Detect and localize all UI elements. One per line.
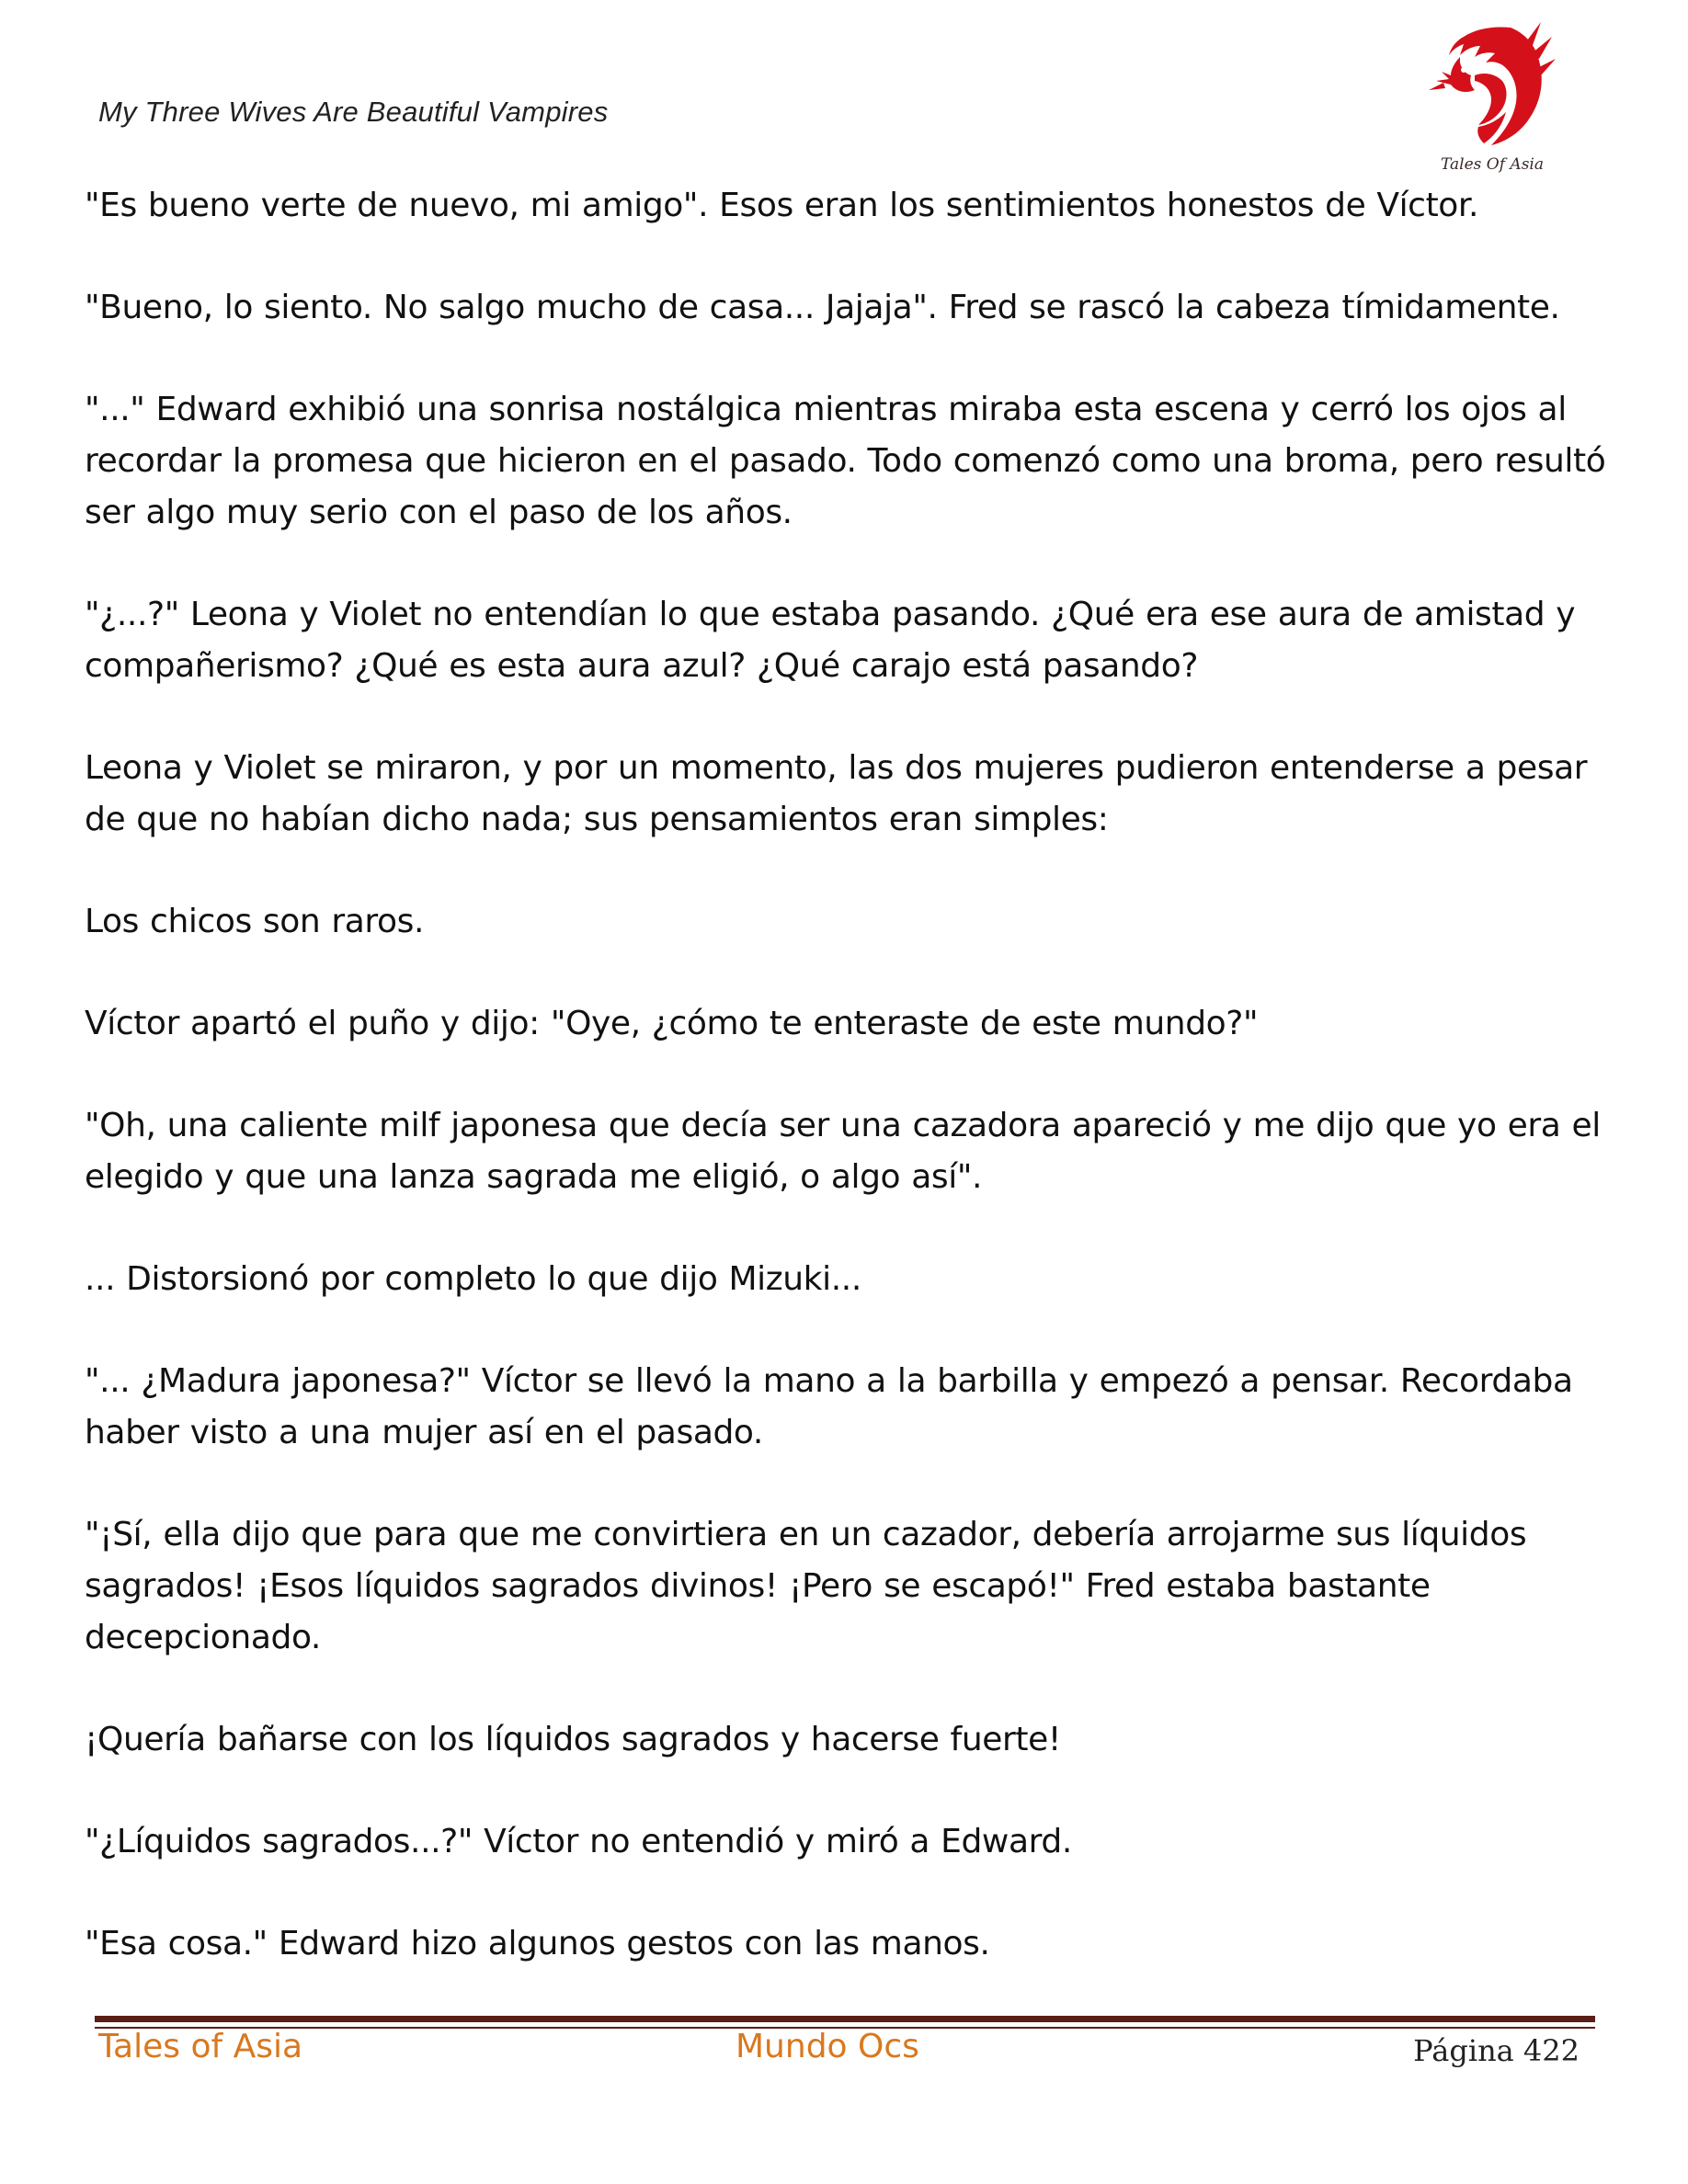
footer-section-name: Mundo Ocs [736,2028,919,2065]
paragraph: ... Distorsionó por completo lo que dijo Mizuki... [85,1260,861,1298]
paragraph: Leona y Violet se miraron, y por un momento, las dos mujeres pudieron entenderse a pesar de que no habían dicho nada; sus pensamientos eran simples: [85,749,1588,838]
paragraph: Víctor apartó el puño y dijo: "Oye, ¿cómo te enteraste de este mundo?" [85,1005,1259,1042]
page-number: Página 422 [1413,2033,1580,2068]
footer-site-name: Tales of Asia [98,2028,303,2065]
paragraph: ¡Quería bañarse con los líquidos sagrados y hacerse fuerte! [85,1721,1061,1758]
red-dragon-icon [1423,17,1561,182]
paragraph: "... ¿Madura japonesa?" Víctor se llevó la mano a la barbilla y empezó a pensar. Recordaba haber visto a una mujer así en el pasado. [85,1362,1573,1451]
footer-divider [95,2016,1595,2022]
paragraph: Los chicos son raros. [85,903,425,940]
paragraph: "¿Líquidos sagrados...?" Víctor no entendió y miró a Edward. [85,1823,1072,1860]
logo-text: Tales Of Asia [1441,155,1544,174]
paragraph: "Esa cosa." Edward hizo algunos gestos con las manos. [85,1925,990,1962]
paragraph: "Es bueno verte de nuevo, mi amigo". Esos eran los sentimientos honestos de Víctor. [85,187,1479,224]
paragraph: "Oh, una caliente milf japonesa que decía ser una cazadora apareció y me dijo que yo era el elegido y que una lanza sagrada me eligió, o algo así". [85,1107,1601,1196]
paragraph: "¿...?" Leona y Violet no entendían lo que estaba pasando. ¿Qué era ese aura de amistad y compañerismo? ¿Qué es esta aura azul? ¿Qué carajo está pasando? [85,596,1576,685]
paragraph: "¡Sí, ella dijo que para que me convirtiera en un cazador, debería arrojarme sus líquidos sagrados! ¡Esos líquidos sagrados divinos! ¡Pero se escapó!" Fred estaba bastante decepcionado. [85,1516,1527,1656]
paragraph: "Bueno, lo siento. No salgo mucho de casa... Jajaja". Fred se rascó la cabeza tímidamente. [85,289,1560,326]
paragraph: "..." Edward exhibió una sonrisa nostálgica mientras miraba esta escena y cerró los ojos al recordar la promesa que hicieron en el pasado. Todo comenzó como una broma, pero resultó ser algo muy serio con el paso de los años. [85,391,1606,531]
book-title: My Three Wives Are Beautiful Vampires [98,96,609,128]
chapter-body [85,180,1611,2020]
